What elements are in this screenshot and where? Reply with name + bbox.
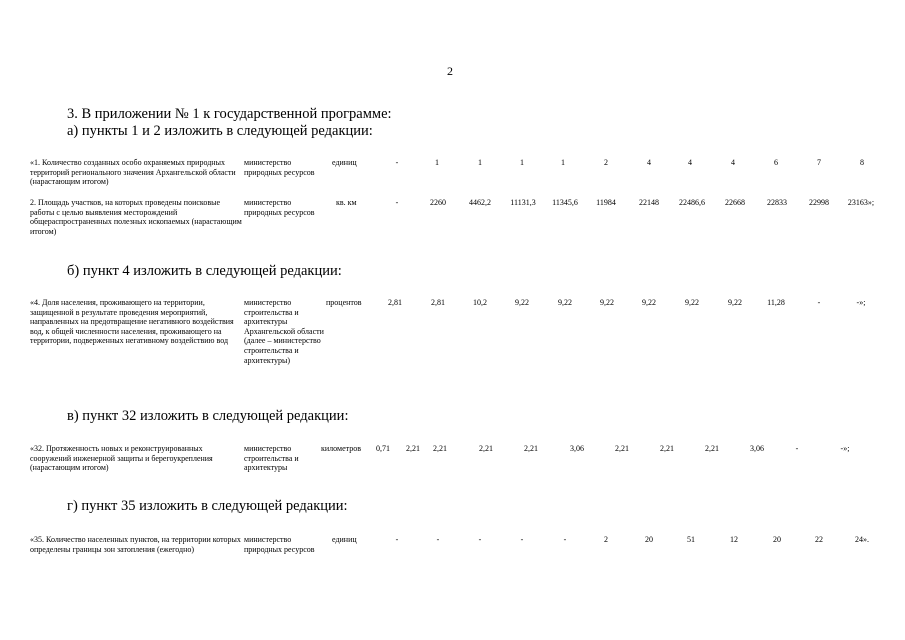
- row-value: 20: [773, 535, 781, 544]
- row-values: [30, 298, 870, 310]
- row-value: 3,06: [750, 444, 764, 453]
- row-value: 9,22: [558, 298, 572, 307]
- row-unit: единиц: [332, 535, 357, 544]
- row-unit: единиц: [332, 158, 357, 167]
- row-value: 2,81: [431, 298, 445, 307]
- row-values: [30, 198, 875, 210]
- section-b-heading: б) пункт 4 изложить в следующей редакции:: [67, 263, 342, 279]
- row-values: [30, 535, 870, 547]
- row-value: -: [795, 444, 799, 453]
- row-value: -: [478, 535, 482, 544]
- row-value: 1: [520, 158, 524, 167]
- row-value: 9,22: [515, 298, 529, 307]
- row-value: 7: [817, 158, 821, 167]
- row-value: 0,71: [376, 444, 390, 453]
- row-responsible: министерство природных ресурсов: [244, 158, 315, 177]
- row-value: 9,22: [685, 298, 699, 307]
- row-description: «32. Протяженность новых и реконструированных сооружений инженерной защиты и берегоукрепления (нарастающим итогом): [30, 444, 213, 473]
- row-value: 2,21: [705, 444, 719, 453]
- row-value: 22148: [639, 198, 659, 207]
- row-unit: процентов: [326, 298, 362, 307]
- row-description: «4. Доля населения, проживающего на территории, защищенной в результате проведения мероприятий, направленных на предотвращение негативного воздействия вод, к общей численности населения, проживающего на территории, подверженных негативному воздействию вод: [30, 298, 234, 346]
- row-value: 1: [478, 158, 482, 167]
- row-value: 51: [687, 535, 695, 544]
- row-value: 4: [731, 158, 735, 167]
- row-value: 2: [604, 158, 608, 167]
- row-value: -: [395, 198, 399, 207]
- row-value: 4: [688, 158, 692, 167]
- row-responsible: министерство строительства и архитектуры Архангельской области (далее – министерство строительства и архитектуры): [244, 298, 324, 365]
- row-value: -: [563, 535, 567, 544]
- row-value: 11,28: [767, 298, 785, 307]
- section-c-heading: в) пункт 32 изложить в следующей редакции:: [67, 408, 349, 424]
- row-value: 2,21: [524, 444, 538, 453]
- row-values: [30, 444, 870, 456]
- row-value: 3,06: [570, 444, 584, 453]
- row-responsible: министерство природных ресурсов: [244, 535, 315, 554]
- row-value: 22: [815, 535, 823, 544]
- row-value: 1: [435, 158, 439, 167]
- page-number: 2: [447, 64, 453, 78]
- row-value: 23163»;: [847, 198, 875, 207]
- section-d-heading: г) пункт 35 изложить в следующей редакции:: [67, 498, 348, 514]
- row-responsible: министерство природных ресурсов: [244, 198, 315, 217]
- row-description: «1. Количество созданных особо охраняемых природных территорий регионального значения Архангельской области (нарастающим итогом): [30, 158, 236, 187]
- row-value: 9,22: [600, 298, 614, 307]
- row-value: 2,81: [388, 298, 402, 307]
- row-value: -: [520, 535, 524, 544]
- row-value: 2,21: [406, 444, 420, 453]
- row-value: -»;: [856, 298, 866, 307]
- row-value: 9,22: [728, 298, 742, 307]
- row-value: 2260: [430, 198, 446, 207]
- row-value: 2,21: [479, 444, 493, 453]
- row-value: 4462,2: [469, 198, 491, 207]
- row-value: -: [817, 298, 821, 307]
- row-value: -: [436, 535, 440, 544]
- row-value: -: [395, 158, 399, 167]
- row-description: «35. Количество населенных пунктов, на территории которых определены границы зон затопления (ежегодно): [30, 535, 241, 554]
- row-unit: километров: [321, 444, 361, 453]
- row-value: 11131,3: [510, 198, 536, 207]
- row-value: 22833: [767, 198, 787, 207]
- row-value: 12: [730, 535, 738, 544]
- row-value: 2,21: [660, 444, 674, 453]
- row-value: 8: [860, 158, 864, 167]
- row-value: 2,21: [615, 444, 629, 453]
- row-description: 2. Площадь участков, на которых проведены поисковые работы с целью выявления месторождений общераспространенных полезных ископаемых (нарастающим итогом): [30, 198, 242, 236]
- row-value: 10,2: [473, 298, 487, 307]
- row-responsible: министерство строительства и архитектуры: [244, 444, 299, 473]
- row-value: 9,22: [642, 298, 656, 307]
- row-values: [30, 158, 870, 170]
- row-value: 6: [774, 158, 778, 167]
- intro-heading: 3. В приложении № 1 к государственной программе:: [67, 106, 392, 122]
- row-value: 22668: [725, 198, 745, 207]
- row-value: 22486,6: [679, 198, 705, 207]
- row-value: 22998: [809, 198, 829, 207]
- row-value: 20: [645, 535, 653, 544]
- row-unit: кв. км: [336, 198, 357, 207]
- row-value: -»;: [840, 444, 850, 453]
- row-value: 11984: [596, 198, 616, 207]
- section-a-heading: а) пункты 1 и 2 изложить в следующей редакции:: [67, 123, 373, 139]
- row-value: 11345,6: [552, 198, 578, 207]
- row-value: 4: [647, 158, 651, 167]
- row-value: 2,21: [433, 444, 447, 453]
- row-value: -: [395, 535, 399, 544]
- row-value: 2: [604, 535, 608, 544]
- row-value: 24».: [855, 535, 869, 544]
- row-value: 1: [561, 158, 565, 167]
